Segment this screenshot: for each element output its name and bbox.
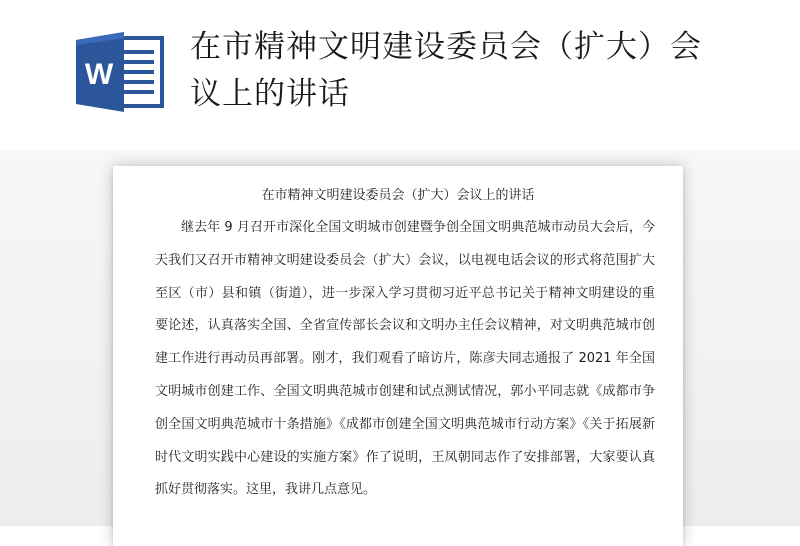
document-page <box>113 166 683 546</box>
word-document-icon <box>76 32 164 112</box>
page-title: 在市精神文明建设委员会（扩大）会议上的讲话 <box>190 29 702 112</box>
document-body: 继去年 9 月召开市深化全国文明城市创建暨争创全国文明典范城市动员大会后，今天我们又召开市精神文明建设委员会（扩大）会议，以电视电话会议的形式将范围扩大至区（市）县和镇（街道），进一步深入学习贯彻习近平总书记关于精神文明建设的重要论述，认真落实全国、全省宣传部长会议和文明办主任会议精神，对文明典范城市创建工作进行再动员再部署。刚才，我们观看了暗访片，陈彦夫同志通报了 2021 年全国文明城市创建工作、全国文明典范城市创建和试点测试情况，郭小平同志就《成都市争创全国文明典范城市十条措施》《成都市创建全国文明典范城市行动方案》《关于拓展新时代文明实践中心建设的实施方案》作了说明，王凤朝同志作了安排部署，大家要认真抓好贯彻落实。这里，我讲几点意见。 <box>155 220 655 498</box>
header-banner <box>0 0 800 150</box>
word-logo-letter: W <box>84 58 114 91</box>
document-title: 在市精神文明建设委员会（扩大）会议上的讲话 <box>261 188 535 203</box>
